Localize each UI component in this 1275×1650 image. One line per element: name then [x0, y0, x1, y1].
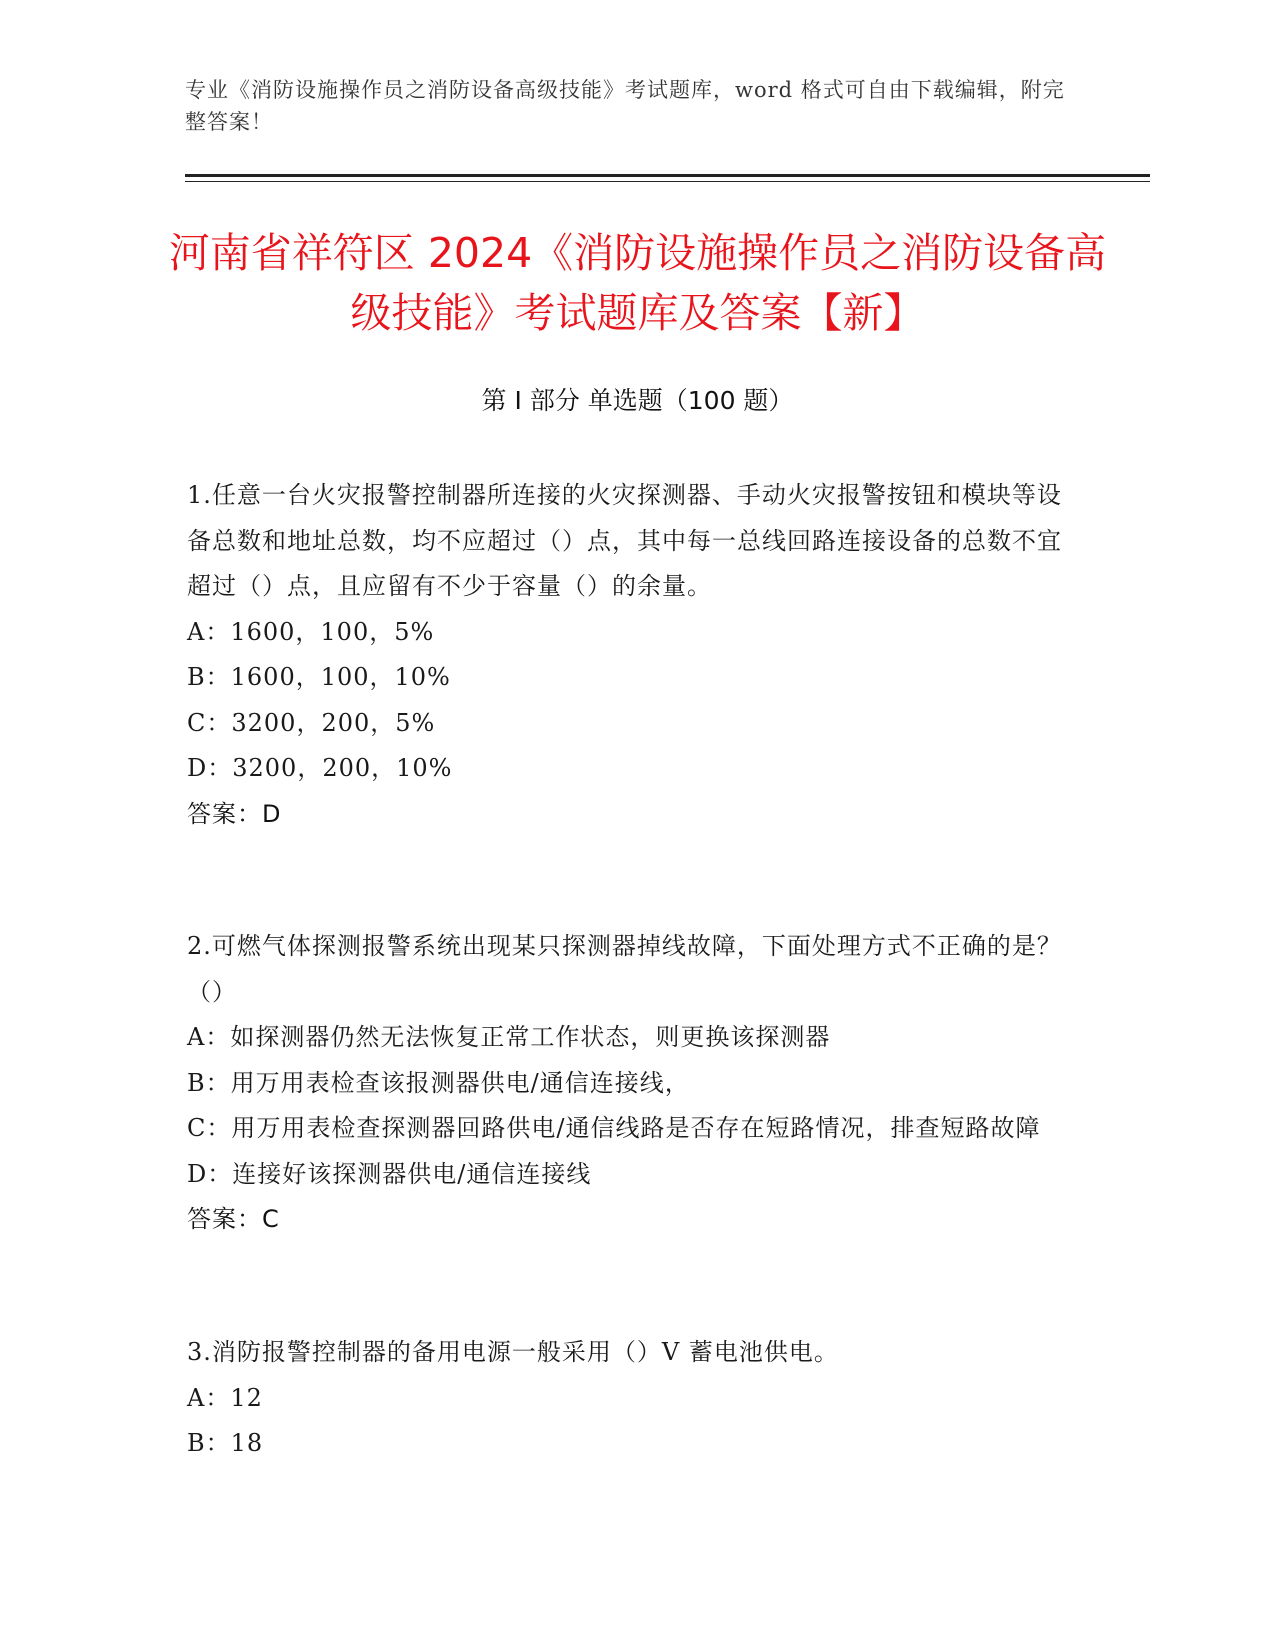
answer: 答案：D: [187, 799, 282, 828]
option-a: A：1600，100，5%: [187, 617, 435, 646]
option-b: B：18: [187, 1429, 264, 1457]
header-divider-thin: [185, 181, 1150, 182]
header-note: 专业《消防设施操作员之消防设备高级技能》考试题库，word 格式可自由下载编辑，附完整答案！: [185, 78, 1065, 134]
question-2: [187, 924, 1067, 1243]
document-title: 河南省祥符区 2024《消防设施操作员之消防设备高级技能》考试题库及答案【新】: [168, 229, 1107, 337]
option-c: C：用万用表检查探测器回路供电/通信线路是否存在短路情况，排查短路故障: [187, 1114, 1041, 1142]
answer: 答案：C: [187, 1205, 280, 1233]
question-1: [187, 473, 1067, 837]
section-title: 第 I 部分 单选题（100 题）: [481, 386, 794, 415]
question-stem: 3.消防报警控制器的备用电源一般采用（）V 蓄电池供电。: [187, 1338, 839, 1366]
option-a: A：12: [187, 1383, 263, 1412]
option-b: B：用万用表检查该报测器供电/通信连接线，: [187, 1068, 690, 1097]
question-3: [187, 1330, 1067, 1467]
header-divider-thick: [185, 174, 1150, 177]
option-a: A：如探测器仍然无法恢复正常工作状态，则更换该探测器: [187, 1023, 831, 1051]
option-b: B：1600，100，10%: [187, 663, 451, 691]
option-d: D：连接好该探测器供电/通信连接线: [187, 1159, 592, 1188]
question-stem: 2.可燃气体探测报警系统出现某只探测器掉线故障，下面处理方式不正确的是？（）: [187, 932, 1062, 1006]
question-stem: 1.任意一台火灾报警控制器所连接的火灾探测器、手动火灾报警按钮和模块等设备总数和地址总数，均不应超过（）点，其中每一总线回路连接设备的总数不宜超过（）点，且应留有不少于容量（）的余量。: [187, 481, 1062, 600]
option-d: D：3200，200，10%: [187, 754, 453, 782]
option-c: C：3200，200，5%: [187, 708, 436, 737]
